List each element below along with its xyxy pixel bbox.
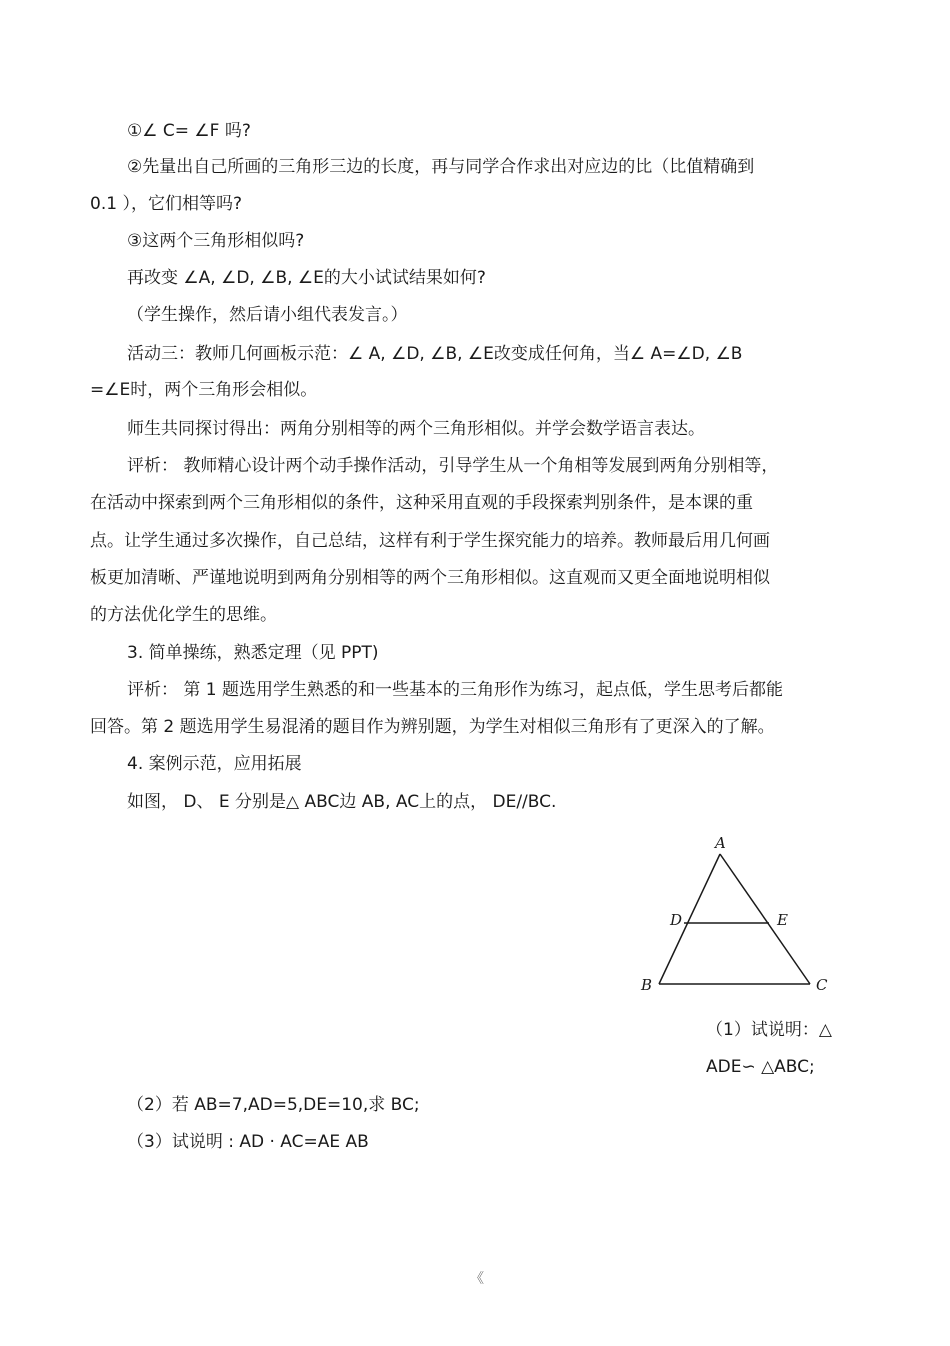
- text-line-16: 评析： 第 1 题选用学生熟悉的和一些基本的三角形作为练习，起点低，学生思考后都能: [127, 680, 784, 700]
- page-mark: 《: [470, 1271, 484, 1287]
- text-line-15: 3. 简单操练，熟悉定理（见 PPT): [127, 643, 379, 663]
- text-line-2: ②先量出自己所画的三角形三边的长度，再与同学合作求出对应边的比（比值精确到: [127, 157, 755, 177]
- text-line-19: 如图， D、 E 分别是△ ABC边 AB, AC上的点， DE//BC.: [127, 792, 557, 812]
- label-b: B: [641, 976, 653, 994]
- text-line-18: 4. 案例示范，应用拓展: [127, 754, 302, 774]
- label-e: E: [777, 911, 788, 929]
- text-line-21: ADE∽ △ABC;: [706, 1057, 815, 1077]
- label-a: A: [715, 834, 726, 852]
- text-line-9: 师生共同探讨得出：两角分别相等的两个三角形相似。并学会数学语言表达。: [127, 419, 705, 439]
- text-line-8: =∠E时，两个三角形会相似。: [90, 380, 318, 400]
- triangle-figure: [630, 828, 850, 1003]
- side-ac: [720, 854, 810, 984]
- text-line-3: 0.1 ），它们相等吗?: [90, 194, 242, 214]
- text-line-22: （2）若 AB=7,AD=5,DE=10,求 BC;: [127, 1095, 420, 1115]
- label-c: C: [816, 976, 828, 994]
- text-line-6: （学生操作，然后请小组代表发言。）: [127, 305, 408, 325]
- text-line-20: （1）试说明：△: [706, 1020, 832, 1040]
- text-line-23: （3）试说明 : AD · AC=AE AB: [127, 1132, 369, 1152]
- text-line-11: 在活动中探索到两个三角形相似的条件，这种采用直观的手段探索判别条件，是本课的重: [90, 493, 753, 513]
- text-line-17: 回答。第 2 题选用学生易混淆的题目作为辨别题，为学生对相似三角形有了更深入的了解。: [90, 717, 775, 737]
- text-line-4: ③这两个三角形相似吗?: [127, 231, 305, 251]
- text-line-13: 板更加清晰、严谨地说明到两角分别相等的两个三角形相似。这直观而又更全面地说明相似: [90, 568, 770, 588]
- text-line-5: 再改变 ∠A, ∠D, ∠B, ∠E的大小试试结果如何?: [127, 268, 486, 288]
- text-line-1: ①∠ C= ∠F 吗?: [127, 121, 251, 141]
- side-ab: [659, 854, 720, 984]
- label-d: D: [670, 911, 683, 929]
- text-line-14: 的方法优化学生的思维。: [90, 605, 277, 625]
- text-line-10: 评析： 教师精心设计两个动手操作活动，引导学生从一个角相等发展到两角分别相等，: [127, 456, 779, 476]
- text-line-12: 点。让学生通过多次操作，自己总结，这样有利于学生探究能力的培养。教师最后用几何画: [90, 531, 770, 551]
- text-line-7: 活动三：教师几何画板示范：∠ A, ∠D, ∠B, ∠E改变成任何角，当∠ A=∠D, ∠B: [127, 344, 743, 364]
